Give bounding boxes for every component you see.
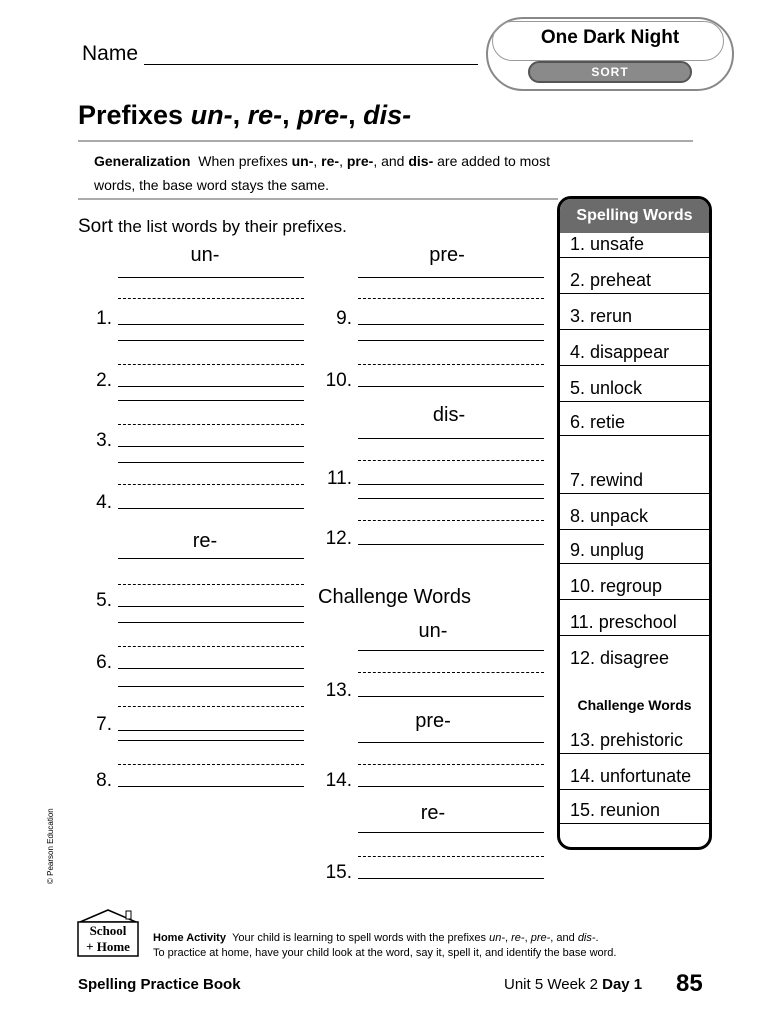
heading-challenge-re: re- xyxy=(420,802,446,824)
item-number: 4. xyxy=(96,492,112,513)
guide-line xyxy=(358,856,544,857)
logo-line2: + Home xyxy=(86,939,130,954)
guide-line xyxy=(118,298,304,299)
challenge-word-text: 14. unfortunate xyxy=(570,766,692,786)
spelling-word xyxy=(560,257,709,294)
name-label: Name xyxy=(82,42,139,65)
item-number: 15. xyxy=(325,862,352,883)
item-number: 3. xyxy=(96,430,112,451)
logo-line1: School xyxy=(89,923,127,938)
answer-line-8[interactable] xyxy=(118,786,304,787)
answer-line-11[interactable] xyxy=(358,484,544,485)
gen-text: are added to most xyxy=(437,153,550,169)
answer-line[interactable] xyxy=(118,686,304,687)
heading-un: un- xyxy=(190,244,220,266)
spelling-word-text: 1. unsafe xyxy=(570,234,645,254)
spelling-word-text: 9. unplug xyxy=(570,540,645,560)
answer-line[interactable] xyxy=(118,558,304,559)
answer-line[interactable] xyxy=(358,277,544,278)
divider xyxy=(78,198,558,200)
heading-challenge-un: un- xyxy=(418,620,448,642)
gen-text: words, the base word stays the same. xyxy=(94,177,329,193)
unit-week: Unit 5 Week 2 xyxy=(504,976,598,993)
answer-line[interactable] xyxy=(118,340,304,341)
item-number: 9. xyxy=(336,308,352,329)
spelling-word xyxy=(560,365,709,402)
answer-line-9[interactable] xyxy=(358,324,544,325)
gen-prefix: re- xyxy=(321,153,340,169)
guide-line xyxy=(118,364,304,365)
item-number: 8. xyxy=(96,770,112,791)
item-number: 5. xyxy=(96,590,112,611)
unit-info xyxy=(504,976,642,993)
spelling-word xyxy=(560,599,709,636)
spelling-word-text: 12. disagree xyxy=(570,648,670,668)
sort-tag: SORT xyxy=(528,61,692,83)
answer-line[interactable] xyxy=(118,740,304,741)
spelling-words-heading: Spelling Words xyxy=(560,199,709,233)
heading-challenge: Challenge Words xyxy=(318,586,472,608)
generalization: Generalization When prefixes un-, re-, pre-, and dis- are added to most words, the base word stays the same. xyxy=(94,153,550,193)
title-main: Prefixes xyxy=(78,100,184,130)
divider xyxy=(78,140,693,142)
spelling-word-text: 8. unpack xyxy=(570,506,649,526)
guide-line xyxy=(358,298,544,299)
guide-line xyxy=(118,706,304,707)
title-badge xyxy=(486,17,734,91)
item-number: 1. xyxy=(96,308,112,329)
spelling-word-text: 2. preheat xyxy=(570,270,652,290)
item-number: 11. xyxy=(326,468,352,489)
answer-line-13[interactable] xyxy=(358,696,544,697)
heading-dis: dis- xyxy=(432,404,466,426)
item-number: 7. xyxy=(96,714,112,735)
item-number: 14. xyxy=(325,770,352,791)
answer-line-3[interactable] xyxy=(118,446,304,447)
instruction-text: the list words by their prefixes. xyxy=(118,217,347,236)
item-number: 12. xyxy=(325,528,352,549)
answer-line[interactable] xyxy=(358,340,544,341)
item-number: 2. xyxy=(96,370,112,391)
spelling-word-text: 5. unlock xyxy=(570,378,643,398)
answer-line-7[interactable] xyxy=(118,730,304,731)
spelling-word-text: 6. retie xyxy=(570,412,626,432)
answer-line[interactable] xyxy=(118,622,304,623)
spelling-word xyxy=(560,529,709,564)
answer-line-12[interactable] xyxy=(358,544,544,545)
item-number: 6. xyxy=(96,652,112,673)
answer-line[interactable] xyxy=(118,462,304,463)
heading-re: re- xyxy=(192,530,218,552)
answer-line-14[interactable] xyxy=(358,786,544,787)
answer-line[interactable] xyxy=(358,438,544,439)
spelling-word-text: 4. disappear xyxy=(570,342,670,362)
item-number: 10. xyxy=(325,370,352,391)
home-activity-text: To practice at home, have your child look at the word, say it, spell it, and identify the base word. xyxy=(153,947,617,959)
home-activity-prefix: un- xyxy=(489,932,505,944)
heading-pre: pre- xyxy=(429,244,465,266)
page-title: Prefixes un-, re-, pre-, dis- xyxy=(78,100,412,130)
gen-prefix: dis- xyxy=(408,153,434,169)
gen-text: When prefixes xyxy=(198,153,288,169)
challenge-words-heading: Challenge Words xyxy=(577,697,692,713)
answer-line[interactable] xyxy=(358,498,544,499)
home-activity-label: Home Activity xyxy=(153,932,226,944)
spelling-word xyxy=(560,293,709,330)
spelling-word xyxy=(560,635,709,671)
answer-line-1[interactable] xyxy=(118,324,304,325)
answer-line[interactable] xyxy=(358,832,544,833)
guide-line xyxy=(358,364,544,365)
title-prefix-dis: dis- xyxy=(363,100,412,130)
item-number: 13. xyxy=(325,680,352,701)
page-number: 85 xyxy=(676,970,703,997)
instruction-sort: Sort xyxy=(78,216,113,237)
title-prefix-un: un- xyxy=(190,100,233,130)
guide-line xyxy=(118,484,304,485)
title-prefix-pre: pre- xyxy=(297,100,349,130)
answer-line-6[interactable] xyxy=(118,668,304,669)
school-home-logo xyxy=(74,908,142,958)
challenge-word xyxy=(560,789,709,824)
book-title: Spelling Practice Book xyxy=(78,976,241,993)
spelling-words-box xyxy=(557,196,712,850)
day-label: Day 1 xyxy=(602,976,643,993)
answer-line-10[interactable] xyxy=(358,386,544,387)
guide-line xyxy=(358,460,544,461)
story-title: One Dark Night xyxy=(540,27,680,48)
spelling-word xyxy=(560,329,709,366)
spelling-word xyxy=(560,233,709,258)
house-icon xyxy=(74,908,142,958)
gen-prefix: un- xyxy=(291,153,314,169)
guide-line xyxy=(358,764,544,765)
answer-line-4[interactable] xyxy=(118,508,304,509)
home-activity-prefix: pre- xyxy=(530,932,551,944)
heading-challenge-pre: pre- xyxy=(415,710,451,732)
spelling-word xyxy=(560,435,709,494)
challenge-word xyxy=(560,753,709,790)
answer-line[interactable] xyxy=(118,277,304,278)
challenge-word-text: 15. reunion xyxy=(570,800,661,820)
guide-line xyxy=(118,424,304,425)
answer-line[interactable] xyxy=(358,650,544,651)
guide-line xyxy=(118,584,304,585)
guide-line xyxy=(358,672,544,673)
spelling-word-text: 7. rewind xyxy=(570,470,644,490)
home-activity: Home Activity Your child is learning to spell words with the prefixes un-, re-, pre-, and dis-. To practice at home, have your child look at the word, say it, spell it, and identify the base word. xyxy=(153,932,617,959)
gen-prefix: pre- xyxy=(346,153,374,169)
home-activity-prefix: re- xyxy=(511,932,525,944)
spelling-word xyxy=(560,493,709,530)
copyright: © Pearson Education xyxy=(46,808,55,884)
spelling-word-text: 3. rerun xyxy=(570,306,633,326)
guide-line xyxy=(358,520,544,521)
home-activity-prefix: dis- xyxy=(577,932,596,944)
challenge-word xyxy=(560,719,709,754)
home-activity-text: Your child is learning to spell words with the prefixes xyxy=(232,932,487,944)
name-line[interactable] xyxy=(144,64,478,65)
title-prefix-re: re- xyxy=(247,100,283,130)
challenge-word-text: 13. prehistoric xyxy=(570,730,684,750)
generalization-label: Generalization xyxy=(94,153,191,169)
answer-line-15[interactable] xyxy=(358,878,544,879)
gen-text: and xyxy=(381,153,405,169)
answer-line[interactable] xyxy=(118,400,304,401)
guide-line xyxy=(118,764,304,765)
spelling-word-text: 11. preschool xyxy=(570,612,677,632)
answer-line-5[interactable] xyxy=(118,606,304,607)
answer-line-2[interactable] xyxy=(118,386,304,387)
home-activity-text: and xyxy=(556,932,575,944)
answer-line[interactable] xyxy=(358,742,544,743)
spelling-word-text: 10. regroup xyxy=(570,576,663,596)
instruction xyxy=(78,216,347,238)
guide-line xyxy=(118,646,304,647)
spelling-word xyxy=(560,563,709,600)
spelling-word xyxy=(560,401,709,436)
